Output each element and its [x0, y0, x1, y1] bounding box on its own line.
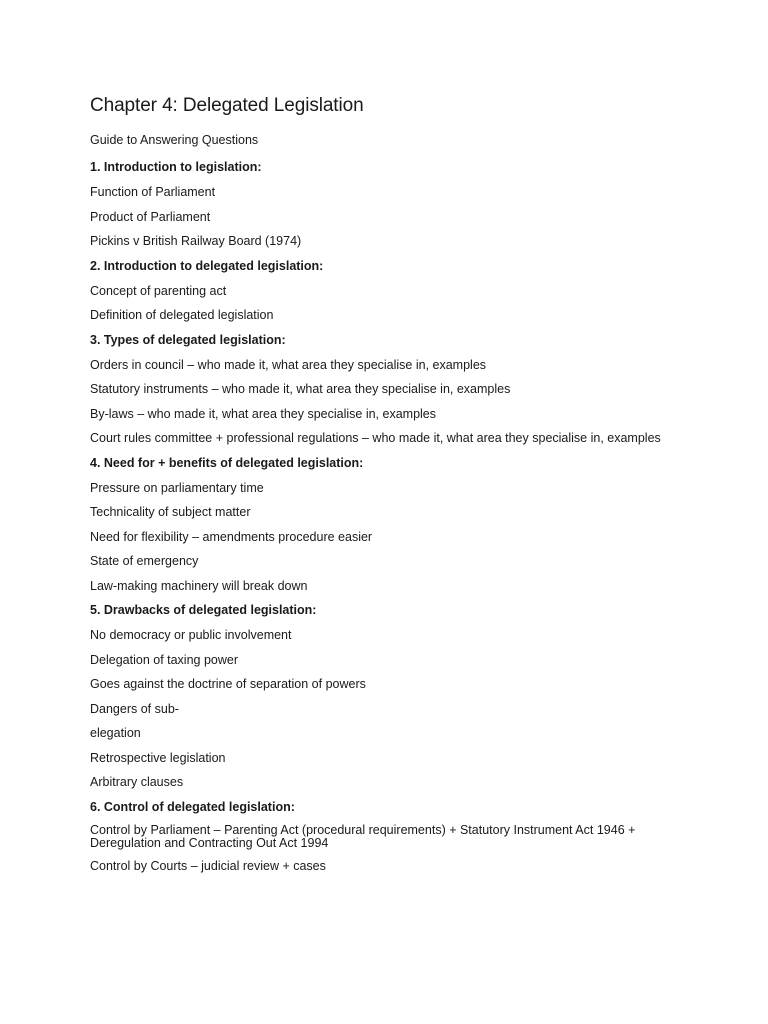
list-item: Technicality of subject matter [90, 505, 251, 519]
section-heading: 1. Introduction to legislation: [90, 160, 262, 174]
section-heading: 2. Introduction to delegated legislation: [90, 258, 324, 273]
section-introduction-to-legislation [90, 159, 708, 249]
list-item: Pickins v British Railway Board (1974) [90, 234, 302, 248]
list-item: elegation [90, 726, 141, 740]
section-heading: 5. Drawbacks of delegated legislation: [90, 603, 317, 617]
list-item: No democracy or public involvement [90, 628, 292, 642]
document-subtitle: Guide to Answering Questions [90, 133, 259, 147]
section-need-for-benefits [90, 455, 708, 594]
section-control [90, 799, 708, 875]
list-item: Delegation of taxing power [90, 652, 239, 667]
list-item: Need for flexibility – amendments procedure easier [90, 529, 373, 544]
list-item: Law-making machinery will break down [90, 578, 308, 593]
list-item: Control by Parliament – Parenting Act (procedural requirements) + Statutory Instrument Act 1946 + Deregulation and Contracting Out Act 1994 [90, 822, 636, 850]
list-item: Retrospective legislation [90, 750, 226, 765]
section-drawbacks [90, 602, 708, 790]
list-item: Function of Parliament [90, 185, 216, 199]
list-item: Arbitrary clauses [90, 775, 184, 789]
section-heading: 3. Types of delegated legislation: [90, 332, 286, 347]
section-heading: 6. Control of delegated legislation: [90, 799, 295, 814]
list-item: Statutory instruments – who made it, what area they specialise in, examples [90, 382, 511, 396]
section-introduction-to-delegated-legislation [90, 258, 708, 324]
section-types-of-delegated-legislation [90, 332, 708, 447]
list-item: Pressure on parliamentary time [90, 480, 264, 495]
list-item: Court rules committee + professional regulations – who made it, what area they specialise in, examples [90, 431, 661, 445]
section-heading: 4. Need for + benefits of delegated legislation: [90, 455, 364, 470]
document-title: Chapter 4: Delegated Legislation [90, 95, 364, 116]
list-item: Goes against the doctrine of separation of powers [90, 677, 366, 691]
list-item: Concept of parenting act [90, 283, 227, 298]
list-item: Control by Courts – judicial review + cases [90, 859, 326, 873]
list-item: State of emergency [90, 554, 199, 568]
list-item: Definition of delegated legislation [90, 308, 274, 322]
list-item: By-laws – who made it, what area they specialise in, examples [90, 406, 436, 421]
list-item: Dangers of sub- [90, 701, 179, 716]
list-item: Orders in council – who made it, what area they specialise in, examples [90, 357, 487, 372]
list-item: Product of Parliament [90, 209, 211, 224]
